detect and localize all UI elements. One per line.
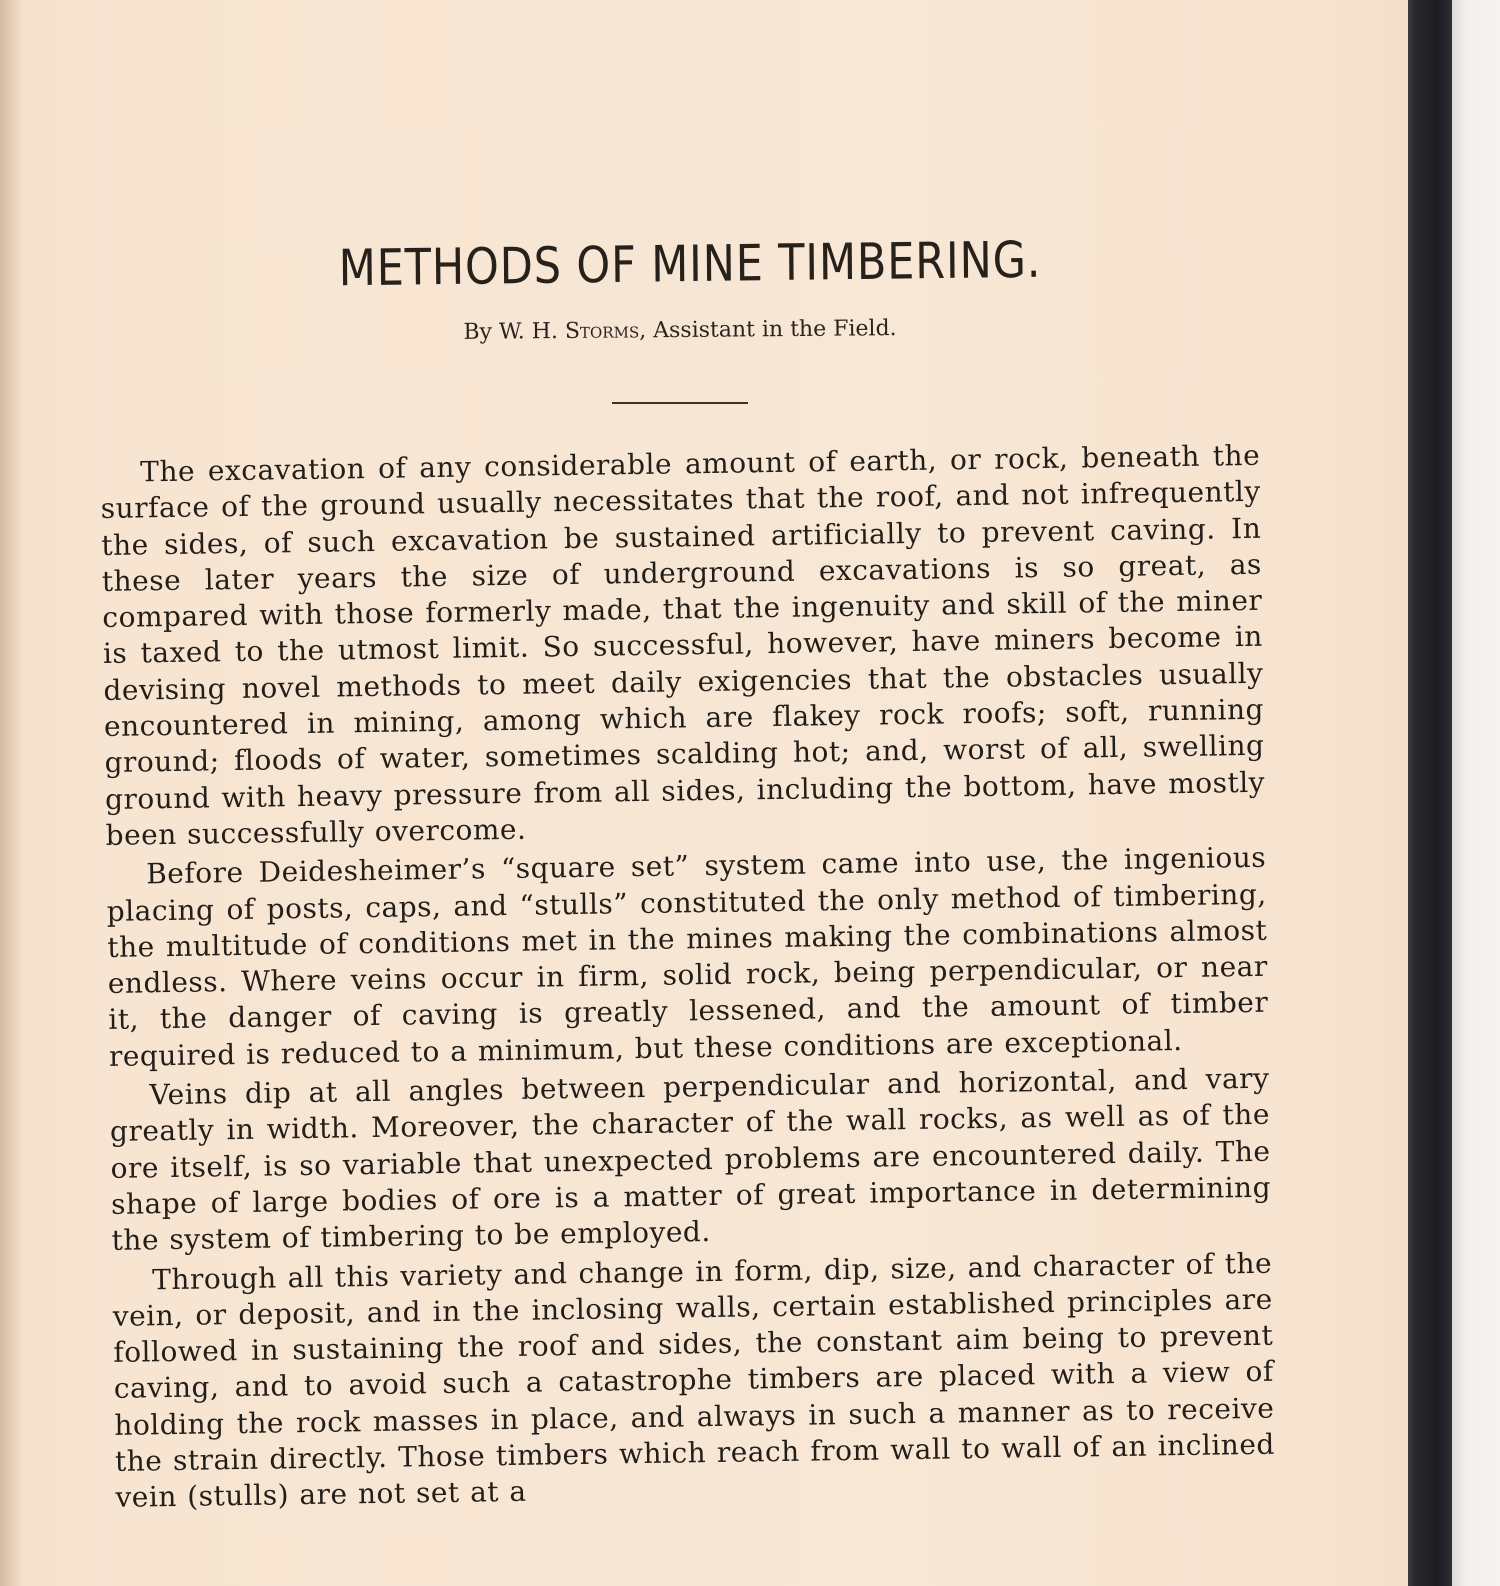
article-title: METHODS OF MINE TIMBERING. xyxy=(338,230,1042,298)
byline-suffix: , Assistant in the Field. xyxy=(639,316,897,344)
body-paragraph-4: Through all this variety and change in form, dip, size, and character of the vein, or deposit, and in the inclosing walls, certain established principles are followed in sustaining the roof and sides, the constant aim being to prevent caving, and to avoid such a catastrophe timbers are placed with a view of holding the rock masses in place, and always in such a manner as to receive the strain directly. Those timbers which reach from wall to wall of an inclined vein (stulls) are not set at a xyxy=(112,1246,1276,1515)
body-paragraph-1: The excavation of any considerable amount of earth, or rock, beneath the surface of the ground usually necessitates that the roof, and not infrequently the sides, of such excavation be sustained artificially to prevent caving. In these later years the size of underground excavations is so great, as compared with those formerly made, that the ingenuity and skill of the miner is taxed to the utmost limit. So successful, however, have miners become in devising novel methods to meet daily exigencies that the obstacles usually encountered in mining, among which are flakey rock roofs; soft, running ground; floods of water, sometimes scalding hot; and, worst of all, swelling ground with heavy pressure from all sides, including the bottom, have mostly been successfully overcome. xyxy=(100,438,1266,852)
article-byline xyxy=(300,315,1060,347)
background-surface xyxy=(1452,0,1500,1586)
title-divider xyxy=(612,402,748,404)
body-paragraph-2: Before Deidesheimer’s “square set” system came into use, the ingenious placing of posts, caps, and “stulls” constituted the only method of timbering, the multitude of conditions met in the mines making the combinations almost endless. Where veins occur in firm, solid rock, being perpendicular, or near it, the danger of caving is greatly lessened, and the amount of timber required is reduced to a minimum, but these conditions are exceptional. xyxy=(106,841,1269,1073)
byline-author: W. H. Storms xyxy=(498,318,640,345)
byline-prefix: By xyxy=(463,319,500,345)
body-paragraph-3: Veins dip at all angles between perpendicular and horizontal, and vary greatly in width. Moreover, the character of the wall rocks, as well as of the ore itself, is so variable that unexpected problems are encountered daily. The shape of large bodies of ore is a matter of great importance in determining the system of timbering to be employed. xyxy=(109,1061,1272,1258)
article-body xyxy=(100,438,1276,1520)
book-cover-edge xyxy=(1408,0,1452,1586)
